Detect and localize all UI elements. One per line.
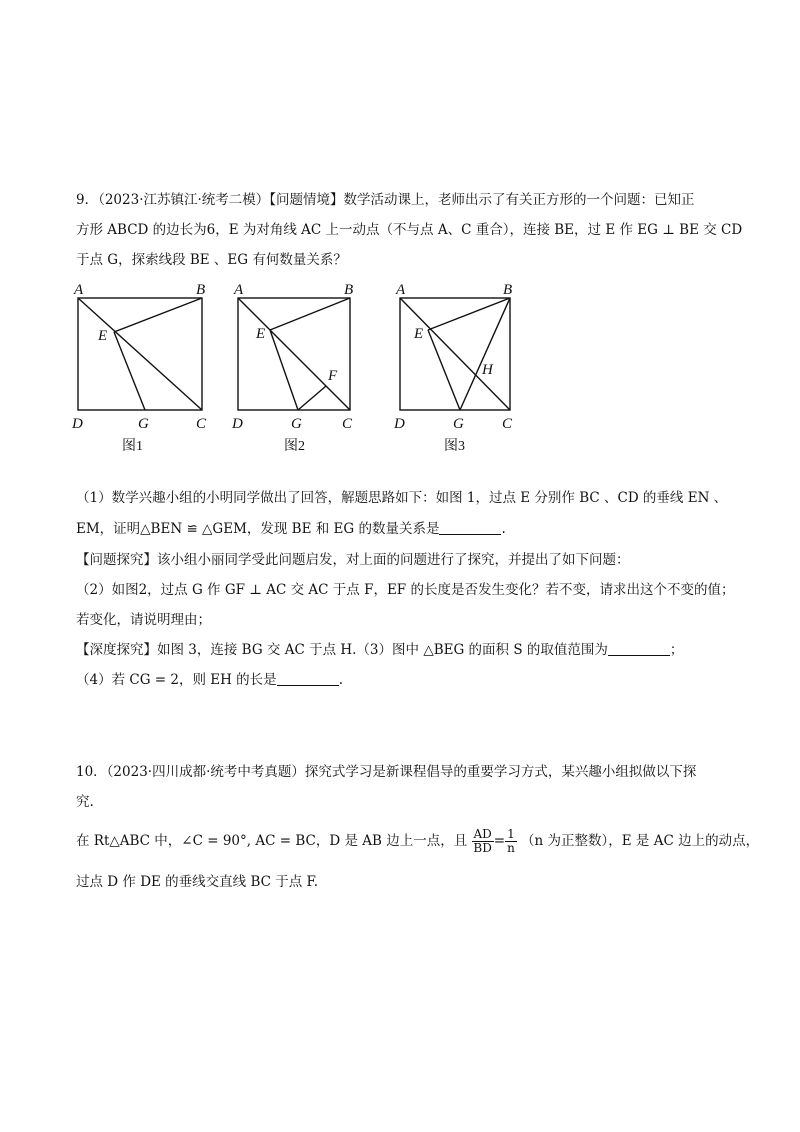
fig1-segment-be <box>114 298 202 332</box>
q9-part4-end: . <box>338 672 343 688</box>
q9-line-3: 于点 G，探索线段 BE 、EG 有何数量关系？ <box>76 252 347 268</box>
fig2-label-g: G <box>291 416 302 432</box>
fig1-label-b: B <box>196 282 206 298</box>
fig1-label-d: D <box>72 416 83 432</box>
fig1-label-c: C <box>196 416 207 432</box>
answer-blank-1[interactable] <box>439 520 501 535</box>
fig1-diagonal-ac <box>78 298 202 410</box>
q10-line-3-text-a: 在 Rt△ABC 中，∠C = 90°, AC = BC，D 是 AB 边上一点，且 <box>76 833 468 849</box>
q9-part1-text: EM，证明△BEN ≌ △GEM，发现 BE 和 EG 的数量关系是 <box>76 521 440 537</box>
fig3-label-b: B <box>503 282 513 298</box>
q9-explore-line: 【问题探究】该小组小丽同学受此问题启发，对上面的问题进行了探究，并提出了如下问题： <box>76 552 630 568</box>
fig2-segment-be <box>270 298 350 330</box>
geometry-figures <box>70 280 530 460</box>
fraction-denominator: BD <box>473 841 492 855</box>
q10-line-2: 究. <box>76 794 94 810</box>
q9-part2-line-2: 若变化，请说明理由； <box>76 612 211 628</box>
q9-part1-line-2 <box>76 519 506 539</box>
q9-line-2: 方形 ABCD 的边长为6，E 为对角线 AC 上一动点（不与点 A、C 重合），连接 BE，过 E 作 EG ⊥ BE 交 CD <box>76 222 743 238</box>
fig3-label-c: C <box>502 416 513 432</box>
fig3-caption: 图3 <box>444 439 465 454</box>
q10-line-1: 10．（2023·四川成都·统考中考真题）探究式学习是新课程倡导的重要学习方式，某兴趣小组拟做以下探 <box>76 764 697 780</box>
answer-blank-2[interactable] <box>608 641 670 656</box>
q9-part4-line <box>76 670 343 690</box>
equals-sign: = <box>493 833 506 849</box>
fig2-segment-eg <box>270 330 298 410</box>
fig2-label-e: E <box>256 326 266 342</box>
q9-part2-line-1: （2）如图2，过点 G 作 GF ⊥ AC 交 AC 于点 F，EF 的长度是否发生变化？若不变，请求出这个不变的值； <box>76 582 735 598</box>
fig1-caption: 图1 <box>122 439 143 454</box>
fig2-label-a: A <box>234 282 244 298</box>
fig2-diagonal-ac <box>238 298 350 410</box>
q9-part1-end: . <box>501 521 506 537</box>
q9-line-1: 9．（2023·江苏镇江·统考二模）【问题情境】数学活动课上，老师出示了有关正方形的一个问题：已知正 <box>76 192 695 208</box>
q9-part3-line <box>76 640 683 660</box>
fig1-label-e: E <box>98 328 108 344</box>
q9-figures <box>70 280 530 460</box>
fig2-segment-gf <box>298 386 326 410</box>
q9-part4-text: （4）若 CG = 2，则 EH 的长是 <box>76 672 277 688</box>
q10-line-3 <box>76 826 759 856</box>
fig3-label-g: G <box>453 416 464 432</box>
q9-part1-line-1: （1）数学兴趣小组的小明同学做出了回答，解题思路如下：如图 1，过点 E 分别作 BC 、CD 的垂线 EN 、 <box>76 490 728 506</box>
fig1-label-g: G <box>138 416 149 432</box>
fig1-label-a: A <box>74 282 84 298</box>
q9-part3-end: ； <box>669 642 684 658</box>
fraction-numerator-2: 1 <box>507 827 515 841</box>
fig2-label-d: D <box>232 416 243 432</box>
fig3-label-e: E <box>414 326 424 342</box>
q9-part3-text: 【深度探究】如图 3，连接 BG 交 AC 于点 H.（3）图中 △BEG 的面积 S 的取值范围为 <box>76 642 608 658</box>
fig3-label-h: H <box>482 362 493 378</box>
q10-line-3-text-b: （n 为正整数），E 是 AC 边上的动点， <box>521 833 760 849</box>
fraction-ad-bd <box>472 828 494 855</box>
fig3-label-a: A <box>396 282 406 298</box>
fig3-label-d: D <box>394 416 405 432</box>
fig2-caption: 图2 <box>284 439 305 454</box>
fig2-label-f: F <box>328 368 338 384</box>
fig2-label-c: C <box>342 416 353 432</box>
fraction-numerator: AD <box>473 827 492 841</box>
answer-blank-3[interactable] <box>277 671 339 686</box>
fraction-denominator-2: n <box>507 841 515 855</box>
fig2-label-b: B <box>344 282 354 298</box>
fig3-diagonal-ac <box>400 298 510 410</box>
q10-line-4: 过点 D 作 DE 的垂线交直线 BC 于点 F. <box>76 874 319 890</box>
fraction-one-over-n <box>505 828 517 855</box>
